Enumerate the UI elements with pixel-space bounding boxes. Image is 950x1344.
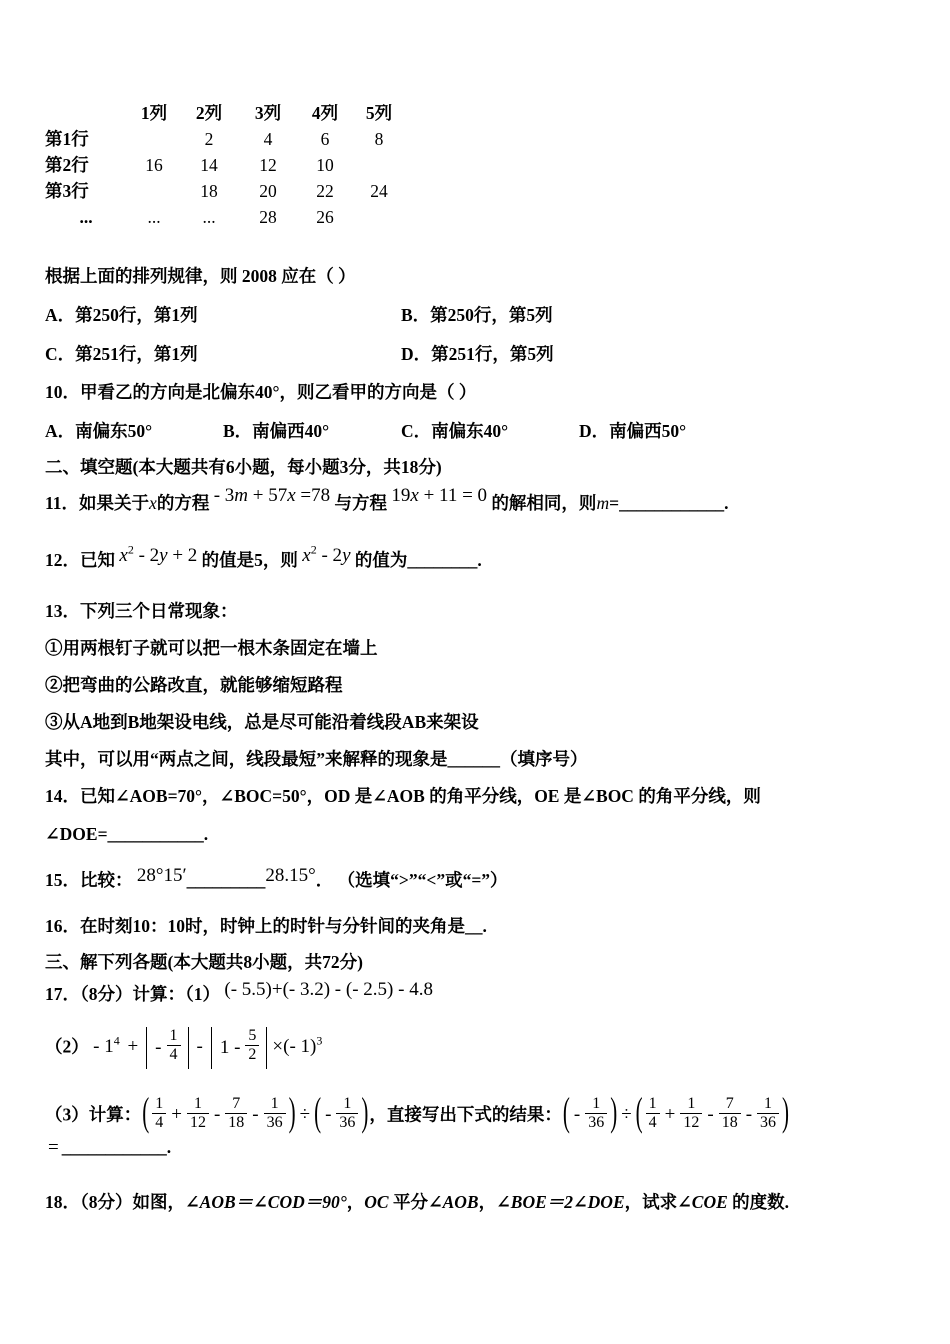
table-cell: 4 xyxy=(263,129,273,149)
math-fraction xyxy=(264,1095,286,1133)
math-token: + xyxy=(171,1104,182,1126)
q17-2-label: （2） xyxy=(45,1036,89,1057)
fraction-numerator: 7 xyxy=(232,1094,241,1112)
math-fraction xyxy=(585,1095,607,1133)
equation-2 xyxy=(391,480,487,512)
fraction-numerator: 7 xyxy=(725,1094,734,1112)
math-token: 19 xyxy=(391,485,411,506)
question-11-text: 的解相同，则 xyxy=(491,493,597,513)
variable-y: y xyxy=(159,545,168,566)
exponent: 3 xyxy=(316,1033,323,1048)
table-row-label: ... xyxy=(79,207,93,227)
fraction-numerator: 1 xyxy=(343,1094,352,1112)
question-9-option-a: A．第250行，第1列 xyxy=(45,305,198,325)
fraction-numerator: 1 xyxy=(687,1094,696,1112)
fraction-denominator: 18 xyxy=(719,1113,741,1132)
question-9-stem: 根据上面的排列规律，则 2008 应在（ ） xyxy=(45,266,356,286)
question-10-option-a: A．南偏东50° xyxy=(45,421,153,441)
question-13-item-1: ①用两根钉子就可以把一根木条固定在墙上 xyxy=(45,638,378,658)
angle-coe: ∠COE xyxy=(677,1191,728,1212)
fraction-denominator: 12 xyxy=(187,1113,209,1132)
math-token: ÷ xyxy=(299,1104,311,1126)
table-cell: 18 xyxy=(200,181,218,201)
math-fraction xyxy=(167,1027,181,1065)
fraction-numerator: 1 xyxy=(193,1094,202,1112)
math-token: - xyxy=(252,1104,259,1126)
table-header-col4: 4列 xyxy=(311,103,339,123)
period: . xyxy=(477,550,482,570)
question-13-item-3: ③从A地到B地架设电线，总是尽可能沿着线段AB来架设 xyxy=(45,712,479,732)
table-cell: 28 xyxy=(259,207,277,227)
question-10-options xyxy=(45,418,910,443)
absolute-value xyxy=(211,1027,268,1069)
fraction-denominator: 18 xyxy=(225,1113,247,1132)
variable-x: x xyxy=(287,485,296,506)
question-18-text: 平分 xyxy=(392,1191,428,1212)
angle-equation: ∠AOB＝∠COD＝90° xyxy=(185,1191,347,1212)
expression-2 xyxy=(302,540,350,572)
question-17-head: 17．（8分）计算：（1） xyxy=(45,984,220,1004)
fraction-denominator: 36 xyxy=(757,1113,779,1132)
table-cell: 10 xyxy=(316,155,334,175)
table-cell xyxy=(351,204,407,230)
question-9-option-b: B．第250行，第5列 xyxy=(401,305,553,325)
question-11 xyxy=(45,487,910,520)
math-fraction xyxy=(187,1095,209,1133)
question-15 xyxy=(45,865,910,896)
expression-1 xyxy=(119,540,197,572)
paren-close: ) xyxy=(782,1088,790,1135)
blank-line: ____________ xyxy=(61,1136,167,1157)
table-cell: 14 xyxy=(200,155,218,175)
question-10-stem: 10．甲看乙的方向是北偏东40°，则乙看甲的方向是（ ） xyxy=(45,382,477,402)
paren-open: ( xyxy=(142,1088,150,1135)
fraction-numerator: 1 xyxy=(592,1094,601,1112)
question-17-part-2 xyxy=(45,1027,910,1069)
question-18-text: ，试求 xyxy=(624,1191,678,1212)
fraction-numerator: 1 xyxy=(169,1027,178,1044)
math-token: =78 xyxy=(295,485,331,506)
angle-equation: ∠BOE＝2∠DOE xyxy=(496,1191,625,1212)
paren-open: ( xyxy=(314,1088,322,1135)
table-row-label: 第3行 xyxy=(45,181,89,201)
period: . xyxy=(724,493,729,513)
variable-x: x xyxy=(119,545,128,566)
math-token: + xyxy=(664,1104,676,1126)
table-cell: 22 xyxy=(316,181,334,201)
table-cell: 16 xyxy=(145,155,163,175)
q17-3-expression-given xyxy=(141,1088,369,1135)
fraction-denominator: 12 xyxy=(680,1113,702,1132)
equals-sign: = xyxy=(609,493,620,513)
math-fraction xyxy=(680,1095,702,1133)
table-cell: ... xyxy=(147,207,161,227)
math-token: - 2 xyxy=(316,545,343,566)
blank-line: ________ xyxy=(407,550,478,570)
fraction-numerator: 5 xyxy=(248,1027,257,1044)
table-cell xyxy=(127,126,181,152)
math-token: - 2 xyxy=(133,545,160,566)
table-row-label: 第2行 xyxy=(45,155,89,175)
paren-close: ) xyxy=(288,1088,296,1135)
angle-value-1: 28°15′ xyxy=(136,865,187,886)
math-token: - xyxy=(196,1036,203,1058)
math-token: - xyxy=(707,1104,714,1126)
math-token: - 1 xyxy=(93,1036,114,1058)
table-cell: 6 xyxy=(320,129,330,149)
question-12-text: 的值是5，则 xyxy=(201,550,298,570)
question-9-option-d: D．第251行，第5列 xyxy=(401,344,554,364)
section-3-title: 三、解下列各题(本大题共8小题，共72分) xyxy=(45,952,363,972)
question-10-option-b: B．南偏西40° xyxy=(223,421,330,441)
math-fraction xyxy=(719,1095,741,1133)
q17-2-expression xyxy=(93,1027,323,1064)
question-16: 16．在时刻10：10时，时钟上的时针与分针间的夹角是__. xyxy=(45,916,487,936)
q17-3-label: （3）计算： xyxy=(45,1104,142,1125)
question-15-text: 15．比较： xyxy=(45,870,133,890)
table-row-label: 第1行 xyxy=(45,129,89,149)
paren-close: ) xyxy=(610,1088,618,1135)
math-fraction xyxy=(225,1095,247,1133)
exponent: 2 xyxy=(127,542,134,557)
exponent: 2 xyxy=(310,542,317,557)
blank-line: _________ xyxy=(186,870,266,890)
fraction-denominator: 36 xyxy=(264,1113,286,1132)
question-18-text: 的度数. xyxy=(732,1191,790,1212)
table-cell: 24 xyxy=(370,181,388,201)
math-token: + 57 xyxy=(248,485,288,506)
paren-open: ( xyxy=(562,1088,570,1135)
variable-x: x xyxy=(410,485,419,506)
question-17-part-1 xyxy=(45,979,910,1007)
section-2-title: 二、填空题(本大题共有6小题，每小题3分，共18分) xyxy=(45,457,442,477)
question-10-option-d: D．南偏西50° xyxy=(579,421,687,441)
question-10-option-c: C．南偏东40° xyxy=(401,421,509,441)
question-18-text: ， xyxy=(478,1191,497,1212)
q17-3-mid-text: ，直接写出下式的结果： xyxy=(369,1104,562,1125)
fraction-denominator: 36 xyxy=(585,1113,607,1132)
table-header-col3: 3列 xyxy=(254,103,282,123)
table-cell: 8 xyxy=(374,129,384,149)
fraction-numerator: 1 xyxy=(764,1094,773,1112)
absolute-value xyxy=(146,1027,188,1069)
question-14-line-1: 14．已知∠AOB=70°，∠BOC=50°，OD 是∠AOB 的角平分线，OE 是∠BOC 的角平分线，则 xyxy=(45,786,761,806)
table-corner-cell xyxy=(45,100,127,126)
question-9-options xyxy=(45,302,910,366)
table-cell: 12 xyxy=(259,155,277,175)
table-cell xyxy=(127,178,181,204)
table-cell: 2 xyxy=(204,129,214,149)
blank-line: ____________ xyxy=(619,493,725,513)
question-12 xyxy=(45,544,910,577)
angle-value-2: 28.15° xyxy=(265,865,316,886)
math-token: - xyxy=(745,1104,753,1126)
question-15-hint: （选填“>”“<”或“=”） xyxy=(337,870,508,890)
fraction-denominator: 36 xyxy=(336,1113,358,1132)
math-fraction xyxy=(245,1027,259,1065)
math-token: - 3 xyxy=(213,485,235,506)
question-11-text: 与方程 xyxy=(334,493,388,513)
question-11-text: 11．如果关于 xyxy=(45,493,150,513)
ray-oc: OC xyxy=(364,1191,389,1212)
fraction-denominator: 4 xyxy=(152,1113,166,1132)
period: ． xyxy=(315,870,334,890)
question-12-text: 的值为 xyxy=(354,550,408,570)
table-cell: 20 xyxy=(259,181,277,201)
fraction-denominator: 2 xyxy=(245,1045,259,1064)
equation-1 xyxy=(214,480,330,512)
question-13-stem: 13．下列三个日常现象： xyxy=(45,601,238,621)
math-fraction xyxy=(646,1095,660,1133)
math-token: - xyxy=(573,1104,581,1126)
math-token: + 2 xyxy=(167,545,198,566)
table-header-col5: 5列 xyxy=(365,103,393,123)
question-9-option-c: C．第251行，第1列 xyxy=(45,344,198,364)
question-14-line-2: ∠DOE=___________. xyxy=(45,824,209,844)
math-token: - xyxy=(325,1104,332,1126)
q17-1-expression: (- 5.5)+(- 3.2) - (- 2.5) - 4.8 xyxy=(224,979,433,1000)
variable-m: m xyxy=(596,493,610,513)
fraction-numerator: 1 xyxy=(155,1094,164,1112)
table-cell: ... xyxy=(202,207,216,227)
paren-close: ) xyxy=(361,1088,369,1135)
table-cell xyxy=(351,152,407,178)
math-token: - xyxy=(213,1104,221,1126)
question-17-part-3 xyxy=(45,1088,910,1160)
math-token: + xyxy=(127,1036,139,1058)
table-header-col1: 1列 xyxy=(140,103,168,123)
table-cell: 26 xyxy=(316,207,334,227)
number-pattern-table xyxy=(45,100,417,230)
variable-y: y xyxy=(342,545,351,566)
fraction-numerator: 1 xyxy=(648,1094,657,1112)
fraction-denominator: 4 xyxy=(646,1113,660,1132)
paren-open: ( xyxy=(635,1088,643,1135)
fraction-numerator: 1 xyxy=(270,1094,279,1112)
variable-x: x xyxy=(302,545,311,566)
variable-m: m xyxy=(234,485,249,506)
question-11-text: 的方程 xyxy=(156,493,210,513)
question-18-text: 18．（8分）如图， xyxy=(45,1191,185,1212)
table-header-col2: 2列 xyxy=(195,103,223,123)
math-fraction xyxy=(757,1095,779,1133)
variable-x: x xyxy=(149,493,157,513)
question-12-text: 12．已知 xyxy=(45,550,115,570)
period: . xyxy=(166,1136,172,1157)
question-13-item-2: ②把弯曲的公路改直，就能够缩短路程 xyxy=(45,675,343,695)
math-token: + 11 = 0 xyxy=(418,485,488,506)
math-token: 1 - xyxy=(219,1037,241,1059)
math-token: - xyxy=(155,1037,162,1059)
angle-aob: ∠AOB xyxy=(427,1191,479,1212)
fraction-denominator: 4 xyxy=(167,1045,181,1064)
math-token: = xyxy=(48,1136,59,1158)
question-18-text: ， xyxy=(346,1191,365,1212)
question-13-conclusion: 其中，可以用“两点之间，线段最短”来解释的现象是______（填序号） xyxy=(45,749,588,769)
exponent: 4 xyxy=(113,1033,120,1048)
math-fraction xyxy=(336,1095,358,1133)
math-fraction xyxy=(152,1095,166,1133)
math-token: ÷ xyxy=(621,1104,632,1126)
math-token: ×(- 1) xyxy=(272,1036,317,1058)
question-18 xyxy=(45,1190,910,1215)
